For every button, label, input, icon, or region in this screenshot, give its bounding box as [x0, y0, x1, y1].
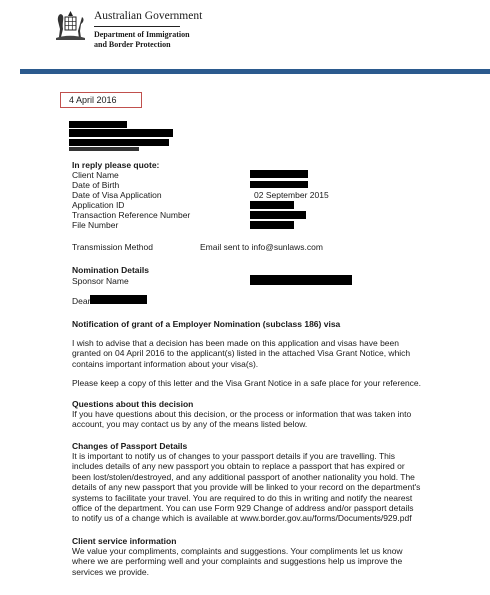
- paragraph-line: It is important to notify us of changes to your passport details if you are travelling. This: [72, 451, 396, 461]
- paragraph-line: contains important information about your visa(s).: [72, 358, 259, 369]
- paragraph-line: to notify us of a change which is available at www.border.gov.au/forms/Documents/929.pdf: [72, 513, 412, 524]
- field-label: Date of Visa Application: [72, 190, 162, 200]
- redacted-address-line: [69, 121, 127, 128]
- paragraph-line: services we provide.: [72, 566, 150, 577]
- paragraph-line: been lost/stolen/destroyed, and any additional passport of another nationality you hold. The: [72, 471, 415, 482]
- paragraph-line: includes details of any new passport you obtain to replace a passport that has expired or: [72, 461, 405, 472]
- questions-heading: Questions about this decision: [72, 399, 194, 409]
- paragraph-line: granted on 04 April 2016 to the applicant(s) listed in the attached Visa Grant Notice, which: [72, 348, 411, 359]
- paragraph-line: account, you may contact us by any of the means listed below.: [72, 419, 308, 430]
- application-date-value: 02 September 2015: [254, 190, 329, 200]
- redacted-value: [250, 221, 294, 229]
- paragraph-line: We value your compliments, complaints and suggestions. Your compliments let us know: [72, 546, 403, 556]
- field-label: Transaction Reference Number: [72, 210, 191, 220]
- redacted-value: [250, 201, 294, 209]
- field-label: Application ID: [72, 200, 125, 210]
- transmission-value: Email sent to info@sunlaws.com: [200, 242, 323, 252]
- sponsor-label: Sponsor Name: [72, 276, 129, 286]
- redacted-value: [250, 181, 308, 188]
- paragraph-line: I wish to advise that a decision has been made on this application and visas have been: [72, 338, 399, 348]
- department-line-1: Department of Immigration: [94, 30, 190, 39]
- government-header: [94, 10, 202, 50]
- client-service-heading: Client service information: [72, 536, 177, 546]
- keep-copy-note: Please keep a copy of this letter and the Visa Grant Notice in a safe place for your reference.: [72, 378, 422, 388]
- department-line-2: and Border Protection: [94, 40, 171, 49]
- redacted-address-line: [69, 147, 139, 151]
- field-label: Date of Birth: [72, 180, 120, 190]
- redacted-address-line: [69, 129, 173, 137]
- paragraph-line: details of any new passport that you provide will be linked to your record on the department's: [72, 482, 421, 493]
- header-band: [20, 69, 490, 74]
- header-divider: [94, 26, 180, 27]
- redacted-address-line: [69, 139, 169, 146]
- letter-subject: Notification of grant of a Employer Nomination (subclass 186) visa: [72, 319, 341, 329]
- field-label: File Number: [72, 220, 119, 230]
- reply-heading: In reply please quote:: [72, 160, 160, 170]
- questions-paragraph: [72, 409, 438, 430]
- government-name: Australian Government: [94, 10, 203, 22]
- field-label: Client Name: [72, 170, 119, 180]
- letter-date: 4 April 2016: [60, 92, 142, 108]
- passport-heading: Changes of Passport Details: [72, 441, 188, 451]
- transmission-label: Transmission Method: [72, 242, 153, 252]
- intro-paragraph: [72, 338, 438, 369]
- passport-paragraph: [72, 451, 438, 524]
- redacted-recipient-name: [90, 295, 147, 304]
- paragraph-line: where we are performing well and your complaints and suggestions help us improve the: [72, 556, 403, 567]
- client-service-paragraph: [72, 546, 438, 577]
- redacted-value: [250, 211, 306, 219]
- redacted-sponsor-name: [250, 275, 352, 285]
- paragraph-line: If you have questions about this decision, or the process or information that was taken into: [72, 409, 412, 419]
- nomination-heading: Nomination Details: [72, 265, 149, 275]
- coat-of-arms-icon: [52, 7, 88, 43]
- salutation: Dear: [72, 296, 91, 306]
- paragraph-line: systems to facilitate your travel. You are required to do this in writing and notify the nearest: [72, 492, 413, 503]
- paragraph-line: office of the department. You can use Form 929 Change of address and/or passport details: [72, 503, 414, 514]
- redacted-value: [250, 170, 308, 178]
